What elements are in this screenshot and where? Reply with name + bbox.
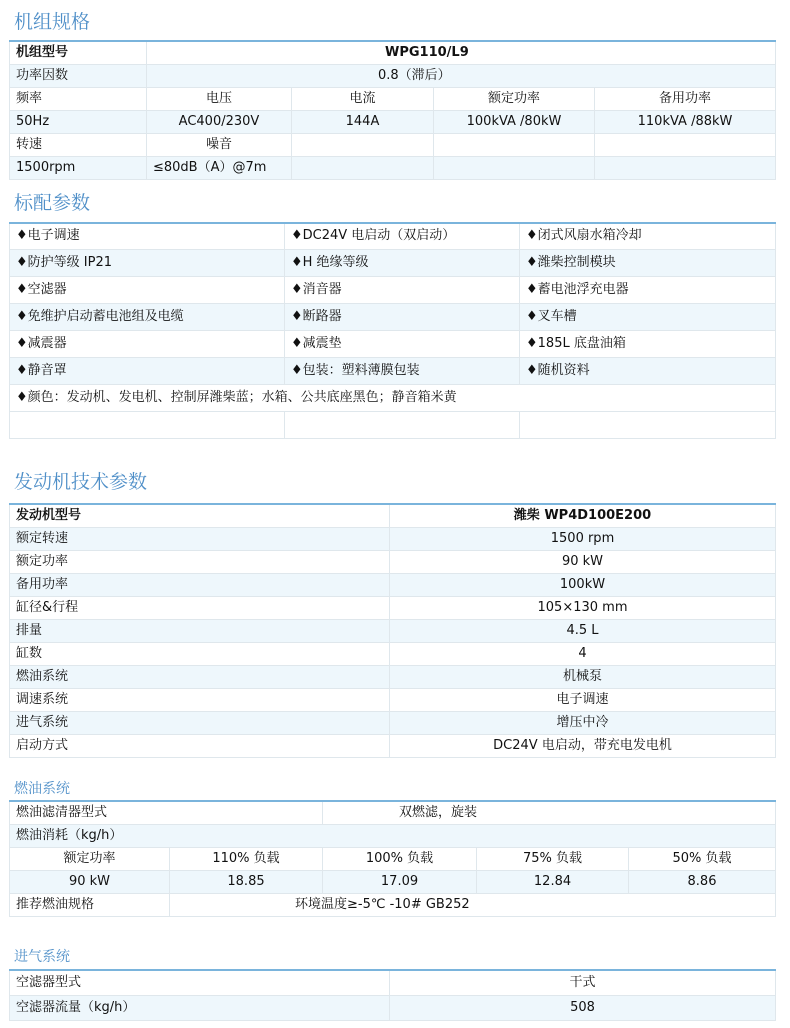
fuel-value: 8.86 xyxy=(629,871,776,894)
config-item: ♦潍柴控制模块 xyxy=(520,249,776,276)
config-item: ♦空滤器 xyxy=(10,276,285,303)
section-title-standard-config: 标配参数 xyxy=(14,192,91,214)
section-title-engine-params: 发动机技术参数 xyxy=(14,471,148,493)
speed-label: 转速 xyxy=(10,134,147,157)
engine-param-value: 增压中冷 xyxy=(390,712,776,735)
spec-value: 110kVA /88kW xyxy=(595,111,776,134)
engine-params-table xyxy=(9,503,776,758)
config-item: ♦断路器 xyxy=(285,303,520,330)
config-item: ♦包装：塑料薄膜包装 xyxy=(285,357,520,384)
fuel-header: 75% 负载 xyxy=(477,848,629,871)
engine-param-value: 4.5 L xyxy=(390,620,776,643)
fuel-filter-label: 燃油滤清器型式 xyxy=(10,801,323,825)
engine-param-value: 1500 rpm xyxy=(390,528,776,551)
unit-model-label: 机组型号 xyxy=(10,41,147,65)
config-item: ♦DC24V 电启动（双启动） xyxy=(285,223,520,249)
config-item: ♦防护等级 IP21 xyxy=(10,249,285,276)
engine-param-label: 启动方式 xyxy=(10,735,390,758)
engine-param-label: 备用功率 xyxy=(10,574,390,597)
fuel-consumption-label: 燃油消耗（kg/h） xyxy=(10,825,776,848)
noise-value: ≤80dB（A）@7m xyxy=(147,157,292,180)
air-filter-flow-label: 空滤器流量（kg/h） xyxy=(10,995,390,1020)
engine-param-value: 90 kW xyxy=(390,551,776,574)
engine-param-value: DC24V 电启动，带充电发电机 xyxy=(390,735,776,758)
spec-value: AC400/230V xyxy=(147,111,292,134)
section-title-air-system: 进气系统 xyxy=(14,949,70,965)
air-filter-type-label: 空滤器型式 xyxy=(10,970,390,995)
standard-config-table xyxy=(9,222,776,439)
noise-label: 噪音 xyxy=(147,134,292,157)
config-item: ♦H 绝缘等级 xyxy=(285,249,520,276)
fuel-value: 12.84 xyxy=(477,871,629,894)
config-item: ♦减震器 xyxy=(10,330,285,357)
engine-param-label: 额定转速 xyxy=(10,528,390,551)
engine-param-label: 调速系统 xyxy=(10,689,390,712)
engine-param-label: 燃油系统 xyxy=(10,666,390,689)
config-item: ♦185L 底盘油箱 xyxy=(520,330,776,357)
fuel-value: 90 kW xyxy=(10,871,170,894)
engine-param-value: 100kW xyxy=(390,574,776,597)
config-item: ♦随机资料 xyxy=(520,357,776,384)
config-item: ♦静音罩 xyxy=(10,357,285,384)
unit-spec-table xyxy=(9,40,776,180)
config-item: ♦消音器 xyxy=(285,276,520,303)
config-item: ♦蓄电池浮充电器 xyxy=(520,276,776,303)
engine-param-label: 排量 xyxy=(10,620,390,643)
engine-param-label: 缸数 xyxy=(10,643,390,666)
config-item: ♦减震垫 xyxy=(285,330,520,357)
spec-value: 144A xyxy=(292,111,434,134)
air-filter-flow-value: 508 xyxy=(390,995,776,1020)
fuel-filter-value: 双燃滤，旋装 xyxy=(323,801,776,825)
spec-header: 备用功率 xyxy=(595,88,776,111)
spec-value: 100kVA /80kW xyxy=(434,111,595,134)
spec-header: 电流 xyxy=(292,88,434,111)
section-title-fuel-system: 燃油系统 xyxy=(14,781,70,797)
section-title-unit-spec: 机组规格 xyxy=(14,11,91,33)
air-filter-type-value: 干式 xyxy=(390,970,776,995)
spec-header: 频率 xyxy=(10,88,147,111)
engine-param-label: 缸径&行程 xyxy=(10,597,390,620)
air-system-table xyxy=(9,969,776,1021)
spec-header: 额定功率 xyxy=(434,88,595,111)
config-item: ♦电子调速 xyxy=(10,223,285,249)
fuel-value: 17.09 xyxy=(323,871,477,894)
engine-param-value: 机械泵 xyxy=(390,666,776,689)
engine-param-label: 额定功率 xyxy=(10,551,390,574)
engine-model-label: 发动机型号 xyxy=(10,504,390,528)
config-item: ♦免维护启动蓄电池组及电缆 xyxy=(10,303,285,330)
engine-param-label: 进气系统 xyxy=(10,712,390,735)
engine-param-value: 105×130 mm xyxy=(390,597,776,620)
fuel-system-table xyxy=(9,800,776,917)
engine-model-value: 潍柴 WP4D100E200 xyxy=(390,504,776,528)
fuel-value: 18.85 xyxy=(170,871,323,894)
config-item: ♦叉车槽 xyxy=(520,303,776,330)
fuel-header: 100% 负载 xyxy=(323,848,477,871)
engine-param-value: 4 xyxy=(390,643,776,666)
fuel-spec-value: 环境温度≥-5℃ -10# GB252 xyxy=(170,894,776,917)
speed-value: 1500rpm xyxy=(10,157,147,180)
fuel-header: 50% 负载 xyxy=(629,848,776,871)
power-factor-value: 0.8（滞后） xyxy=(147,65,776,88)
fuel-header: 额定功率 xyxy=(10,848,170,871)
spec-header: 电压 xyxy=(147,88,292,111)
color-note: ♦颜色：发动机、发电机、控制屏潍柴蓝；水箱、公共底座黑色；静音箱米黄 xyxy=(10,384,776,411)
unit-model-value: WPG110/L9 xyxy=(147,41,776,65)
engine-param-value: 电子调速 xyxy=(390,689,776,712)
config-item: ♦闭式风扇水箱冷却 xyxy=(520,223,776,249)
fuel-header: 110% 负载 xyxy=(170,848,323,871)
fuel-spec-label: 推荐燃油规格 xyxy=(10,894,170,917)
spec-value: 50Hz xyxy=(10,111,147,134)
power-factor-label: 功率因数 xyxy=(10,65,147,88)
